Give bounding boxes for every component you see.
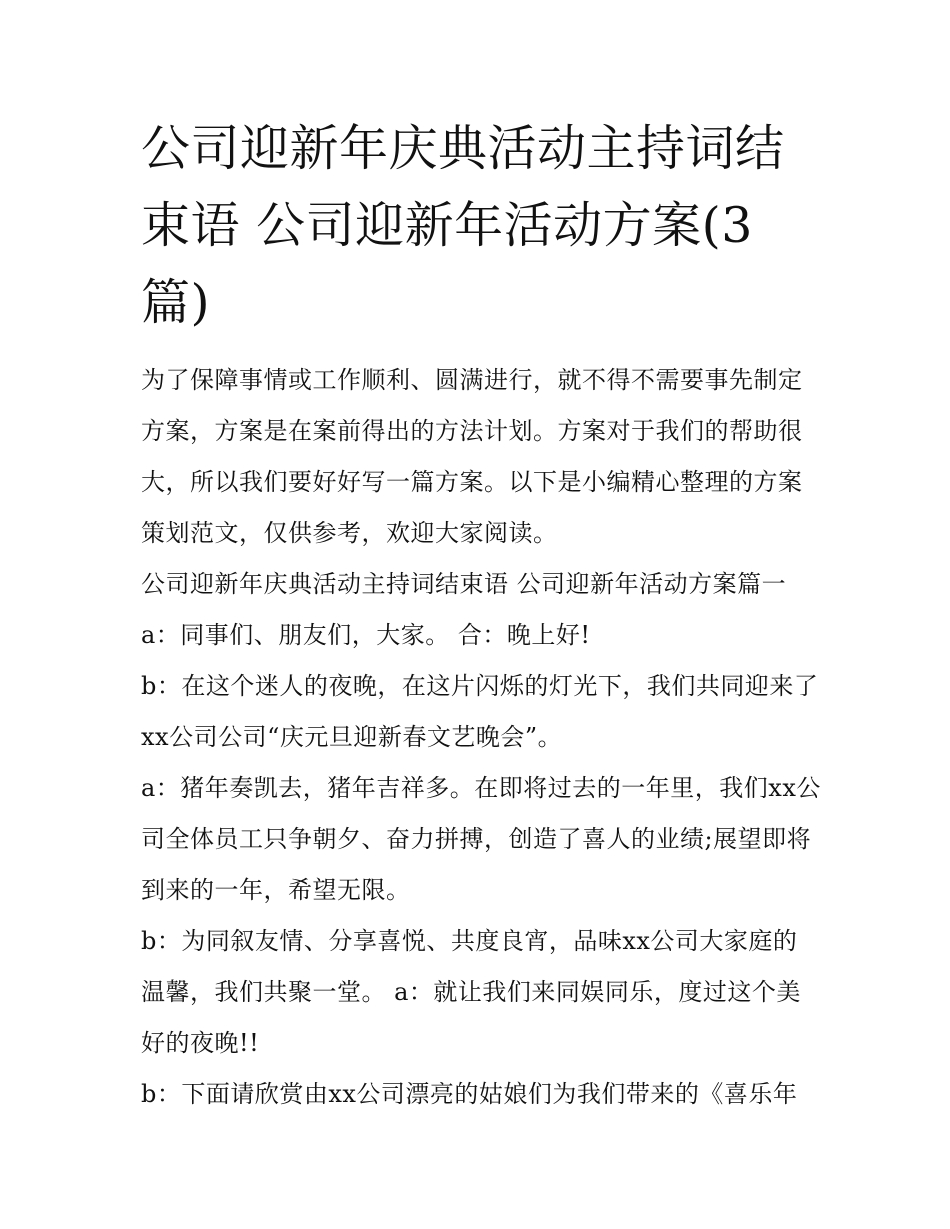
- script-line: b：在这个迷人的夜晚，在这片闪烁的灯光下，我们共同迎来了xx公司公司“庆元旦迎新春文艺晚会”。: [141, 672, 819, 751]
- document-page: [141, 110, 821, 1120]
- section-heading: 公司迎新年庆典活动主持词结束语 公司迎新年活动方案篇一: [141, 570, 787, 598]
- intro-paragraph: 为了保障事情或工作顺利、圆满进行，就不得不需要事先制定方案，方案是在案前得出的方法计划。方案对于我们的帮助很大，所以我们要好好写一篇方案。以下是小编精心整理的方案策划范文，仅供参考，欢迎大家阅读。: [141, 366, 803, 547]
- document-body: [141, 355, 821, 1120]
- script-line: b：下面请欣赏由xx公司漂亮的姑娘们为我们带来的《喜乐年: [141, 1080, 798, 1108]
- script-line: a：同事们、朋友们，大家。 合：晚上好!: [141, 621, 591, 649]
- document-title: 公司迎新年庆典活动主持词结束语 公司迎新年活动方案(3篇): [141, 120, 785, 331]
- script-line: a：猪年奏凯去，猪年吉祥多。在即将过去的一年里，我们xx公司全体员工只争朝夕、奋力拼搏，创造了喜人的业绩;展望即将到来的一年，希望无限。: [141, 774, 821, 904]
- script-line: b：为同叙友情、分享喜悦、共度良宵，品味xx公司大家庭的温馨，我们共聚一堂。 a：就让我们来同娱同乐，度过这个美好的夜晚!!: [141, 927, 801, 1057]
